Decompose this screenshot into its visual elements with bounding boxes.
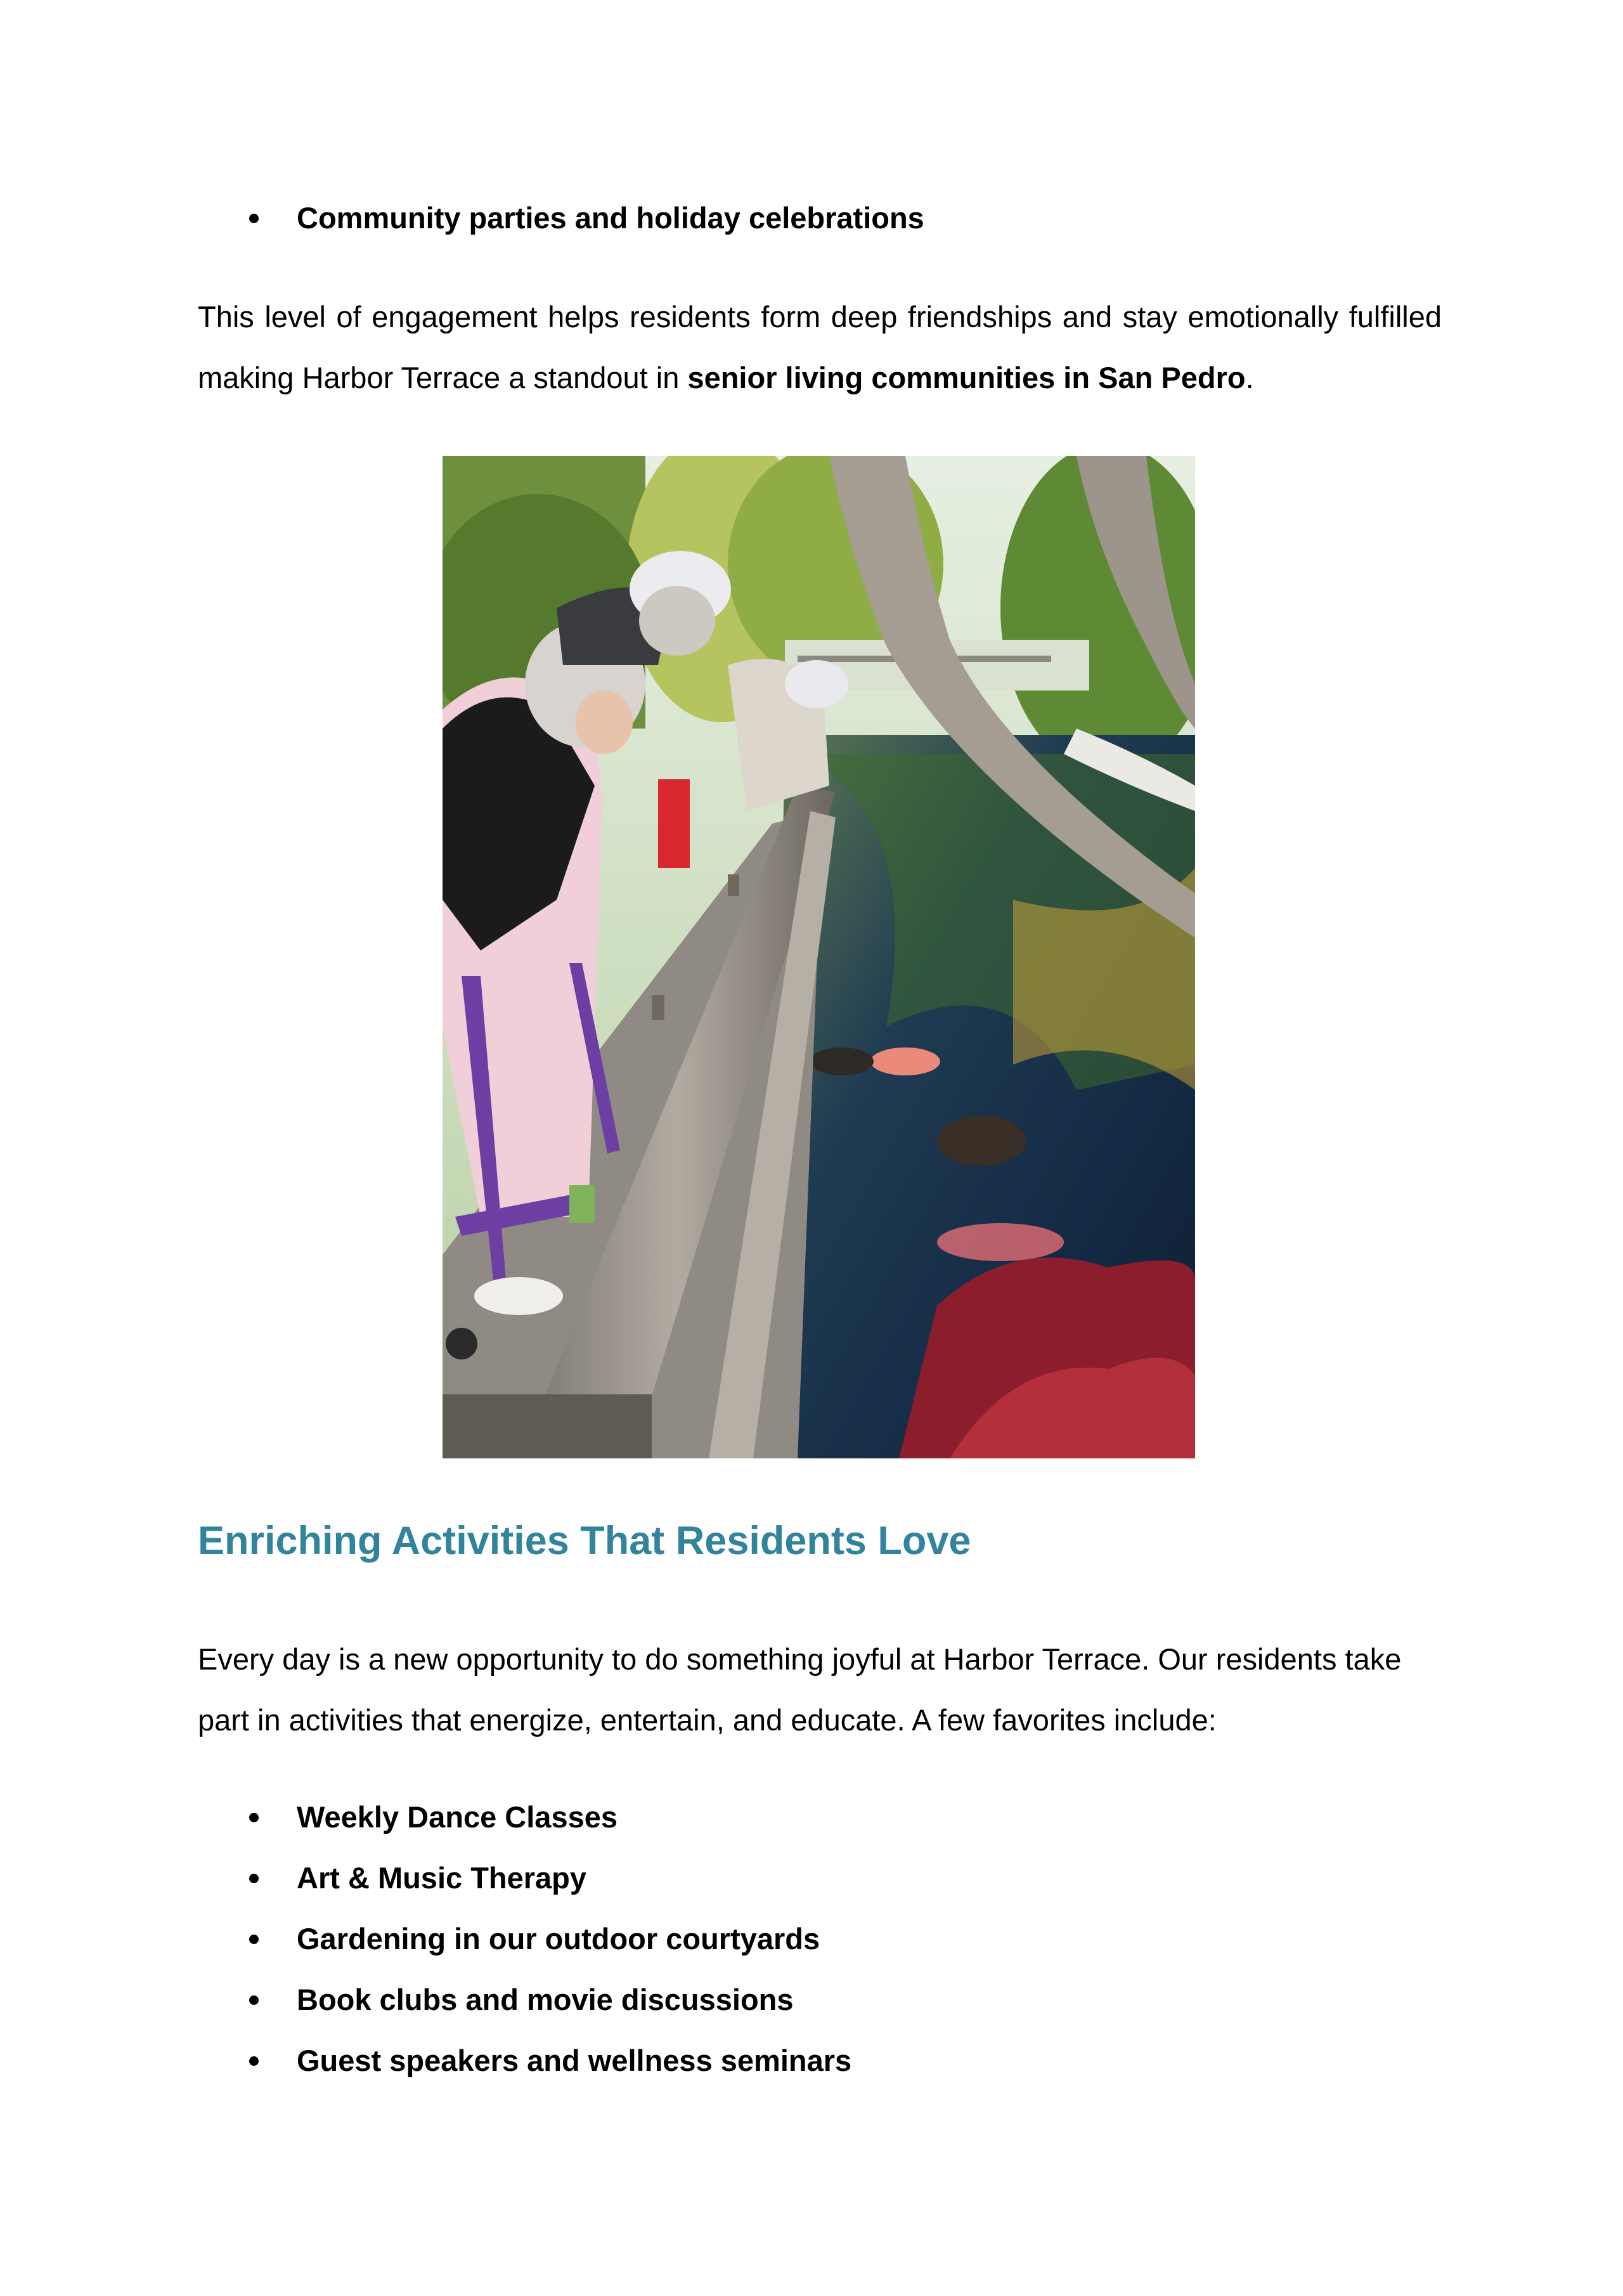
list-item (0, 2030, 1623, 2091)
intro-paragraph-text: This level of engagement helps residents form deep friendships and stay emotionally fulfilled making Harbor Terrace a standout in (198, 300, 1442, 394)
list-item-text: Community parties and holiday celebrations (297, 201, 924, 235)
intro-paragraph (198, 287, 1442, 408)
activities-bullet-list (0, 1787, 1623, 2091)
bullet-icon (249, 1935, 259, 1944)
list-item-text: Art & Music Therapy (297, 1861, 587, 1895)
list-item (0, 1909, 1623, 1969)
section-heading: Enriching Activities That Residents Love (198, 1519, 971, 1563)
bullet-icon (249, 2056, 259, 2066)
seniors-koi-pond-photo (443, 456, 1195, 1458)
bullet-icon (249, 214, 259, 223)
list-item-text: Weekly Dance Classes (297, 1800, 618, 1834)
section-paragraph: Every day is a new opportunity to do something joyful at Harbor Terrace. Our residents take part in activities that energize, entertain, and educate. A few favorites include: (198, 1642, 1402, 1737)
list-item-text: Gardening in our outdoor courtyards (297, 1922, 820, 1955)
bullet-icon (249, 1874, 259, 1883)
top-bullet-list (0, 188, 1623, 249)
intro-paragraph-bold: senior living communities in San Pedro (687, 361, 1246, 394)
intro-paragraph-end: . (1245, 361, 1254, 394)
bullet-icon (249, 1813, 259, 1822)
list-item (0, 1787, 1623, 1848)
list-item (0, 1848, 1623, 1909)
list-item (0, 188, 1623, 249)
list-item (0, 1969, 1623, 2030)
bullet-icon (249, 1995, 259, 2005)
list-item-text: Guest speakers and wellness seminars (297, 2044, 852, 2077)
list-item-text: Book clubs and movie discussions (297, 1983, 794, 2016)
